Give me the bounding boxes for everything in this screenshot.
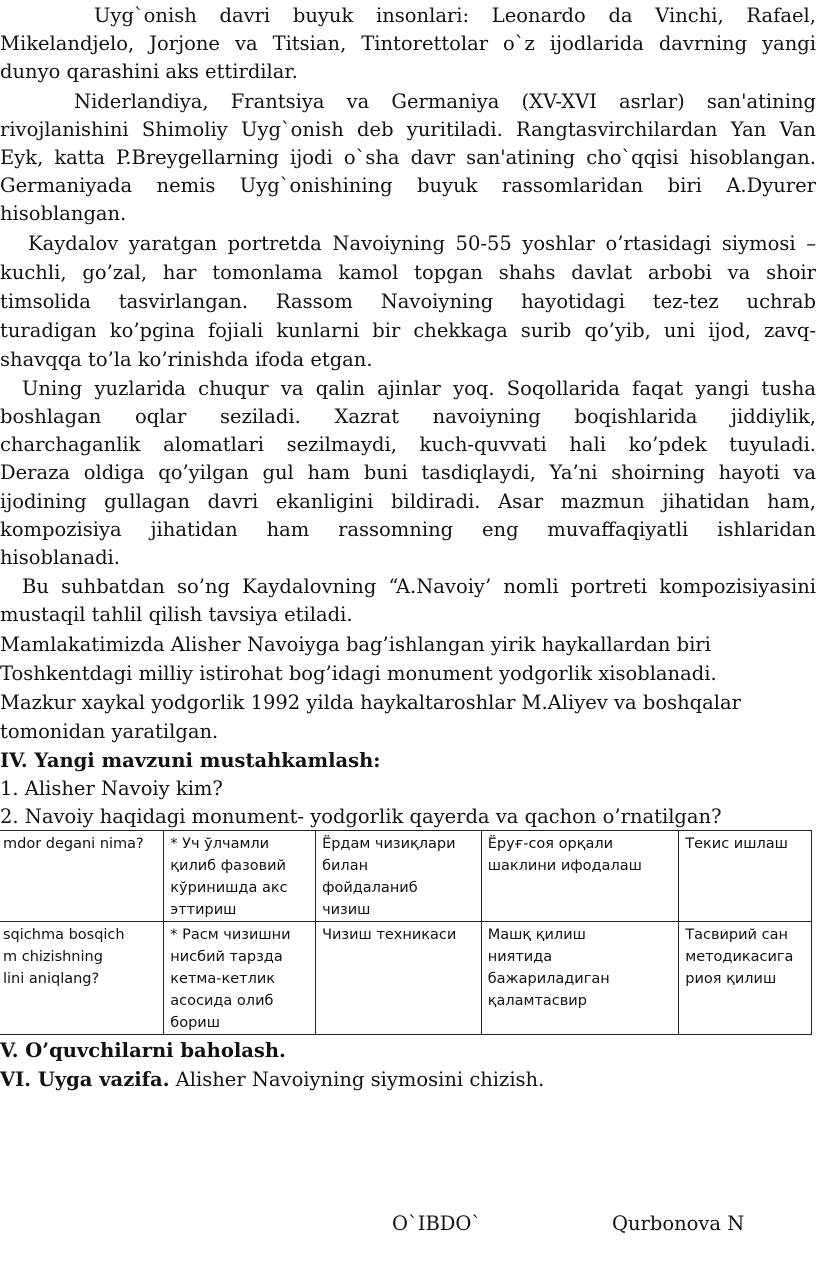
table-cell: Тасвирий сан методикасига риоя қилиш: [679, 922, 812, 1035]
paragraph-line: Mikelandjelo, Jorjone va Titsian, Tintorettolar o`z ijodlarida davrning yangi: [0, 32, 816, 55]
paragraph-line: kompozisiya jihatidan ham rassomning eng muvaffaqiyatli ishlaridan: [0, 518, 816, 541]
table-cell: * Уч ўлчамли қилиб фазовий кўринишда акс эттириш: [164, 831, 316, 922]
table-cell: Ёруғ-соя орқали шаклини ифодалаш: [481, 831, 679, 922]
table-cell: sqichma bosqich m chizishning lini aniqlang?: [0, 922, 164, 1035]
table-row: [0, 922, 812, 1035]
paragraph-line: Germaniyada nemis Uyg`onishining buyuk rassomlaridan biri A.Dyurer: [0, 174, 816, 197]
paragraph-line: hisoblangan.: [0, 202, 127, 225]
quiz-table: [0, 830, 812, 1035]
paragraph-line: Uning yuzlarida chuqur va qalin ajinlar yoq. Soqollarida faqat yangi tusha: [22, 377, 816, 400]
paragraph-line: ijodining gullagan davri ekanligini bildiradi. Asar mazmun jihatidan ham,: [0, 490, 816, 513]
paragraph-line: Bu suhbatdan so’ng Kaydalovning “A.Navoiy’ nomli portreti kompozisiyasini: [22, 575, 816, 598]
homework-line: [0, 1066, 816, 1094]
paragraph-line: dunyo qarashini aks ettirdilar.: [0, 60, 298, 83]
paragraph-line: kuchli, go’zal, har tomonlama kamol topgan shahs davlat arbobi va shoir: [0, 261, 816, 284]
table-cell: * Расм чизишни нисбий тарзда кетма-кетлик асосида олиб бориш: [164, 922, 316, 1035]
paragraph-line: hisoblanadi.: [0, 546, 120, 569]
homework-label: VI. Uyga vazifa.: [0, 1068, 170, 1091]
section-heading: IV. Yangi mavzuni mustahkamlash:: [0, 749, 381, 772]
paragraph-line: Uyg`onish davri buyuk insonlari: Leonardo da Vinchi, Rafael,: [94, 4, 816, 27]
paragraph-line: Niderlandiya, Frantsiya va Germaniya (XV-XVI asrlar) san'atining: [74, 90, 816, 113]
paragraph-line: tomonidan yaratilgan.: [0, 720, 219, 743]
paragraph-line: mustaqil tahlil qilish tavsiya etiladi.: [0, 603, 353, 626]
table-cell: Чизиш техникаси: [316, 922, 482, 1035]
paragraph-line: charchaganlik alomatlari sezilmaydi, kuch-quvvati hali ko’pdek tuyuladi.: [0, 433, 816, 456]
table-cell: Машқ қилиш ниятида бажариладиган қаламтасвир: [481, 922, 679, 1035]
paragraph-line: boshlagan oqlar seziladi. Xazrat navoiyning boqishlarida jiddiylik,: [0, 405, 816, 428]
table-cell: Ёрдам чизиқлари билан фойдаланиб чизиш: [316, 831, 482, 922]
paragraph-line: Toshkentdagi milliy istirohat bog’idagi monument yodgorlik xisoblanadi.: [0, 662, 717, 685]
footer-author: Qurbonova N: [612, 1212, 745, 1235]
paragraph-line: shavqqa to’la ko’rinishda ifoda etgan.: [0, 348, 373, 371]
paragraph-line: timsolida tasvirlangan. Rassom Navoiyning hayotidagi tez-tez uchrab: [0, 290, 816, 313]
table-cell: mdor degani nima?: [0, 831, 164, 922]
paragraph-line: Mazkur xaykal yodgorlik 1992 yilda haykaltaroshlar M.Aliyev va boshqalar: [0, 691, 741, 714]
homework-text: Alisher Navoiyning siymosini chizish.: [169, 1068, 545, 1091]
paragraph-line: Mamlakatimizda Alisher Navoiyga bag’ishlangan yirik haykallardan biri: [0, 633, 711, 656]
paragraph-line: rivojlanishini Shimoliy Uyg`onish deb yuritiladi. Rangtasvirchilardan Yan Van: [0, 118, 816, 141]
question-item: 1. Alisher Navoiy kim?: [0, 777, 223, 800]
table-cell: Текис ишлаш: [679, 831, 812, 922]
paragraph-line: Kaydalov yaratgan portretda Navoiyning 50-55 yoshlar o’rtasidagi siymosi –: [28, 232, 816, 255]
table-row: [0, 831, 812, 922]
paragraph-line: Eyk, katta P.Breygellarning ijodi o`sha davr san'atining cho`qqisi hisoblangan.: [0, 146, 816, 169]
paragraph-line: Deraza oldiga qo’yilgan gul ham buni tasdiqlaydi, Ya’ni shoirning hayoti va: [0, 461, 816, 484]
paragraph-line: turadigan ko’pgina fojiali kunlarni bir chekkaga surib qo’yib, uni ijod, zavq-: [0, 319, 816, 342]
footer-organization: O`IBDO`: [392, 1212, 482, 1235]
question-item: 2. Navoiy haqidagi monument- yodgorlik qayerda va qachon o’rnatilgan?: [0, 805, 722, 828]
section-heading: V. O’quvchilarni baholash.: [0, 1039, 286, 1062]
